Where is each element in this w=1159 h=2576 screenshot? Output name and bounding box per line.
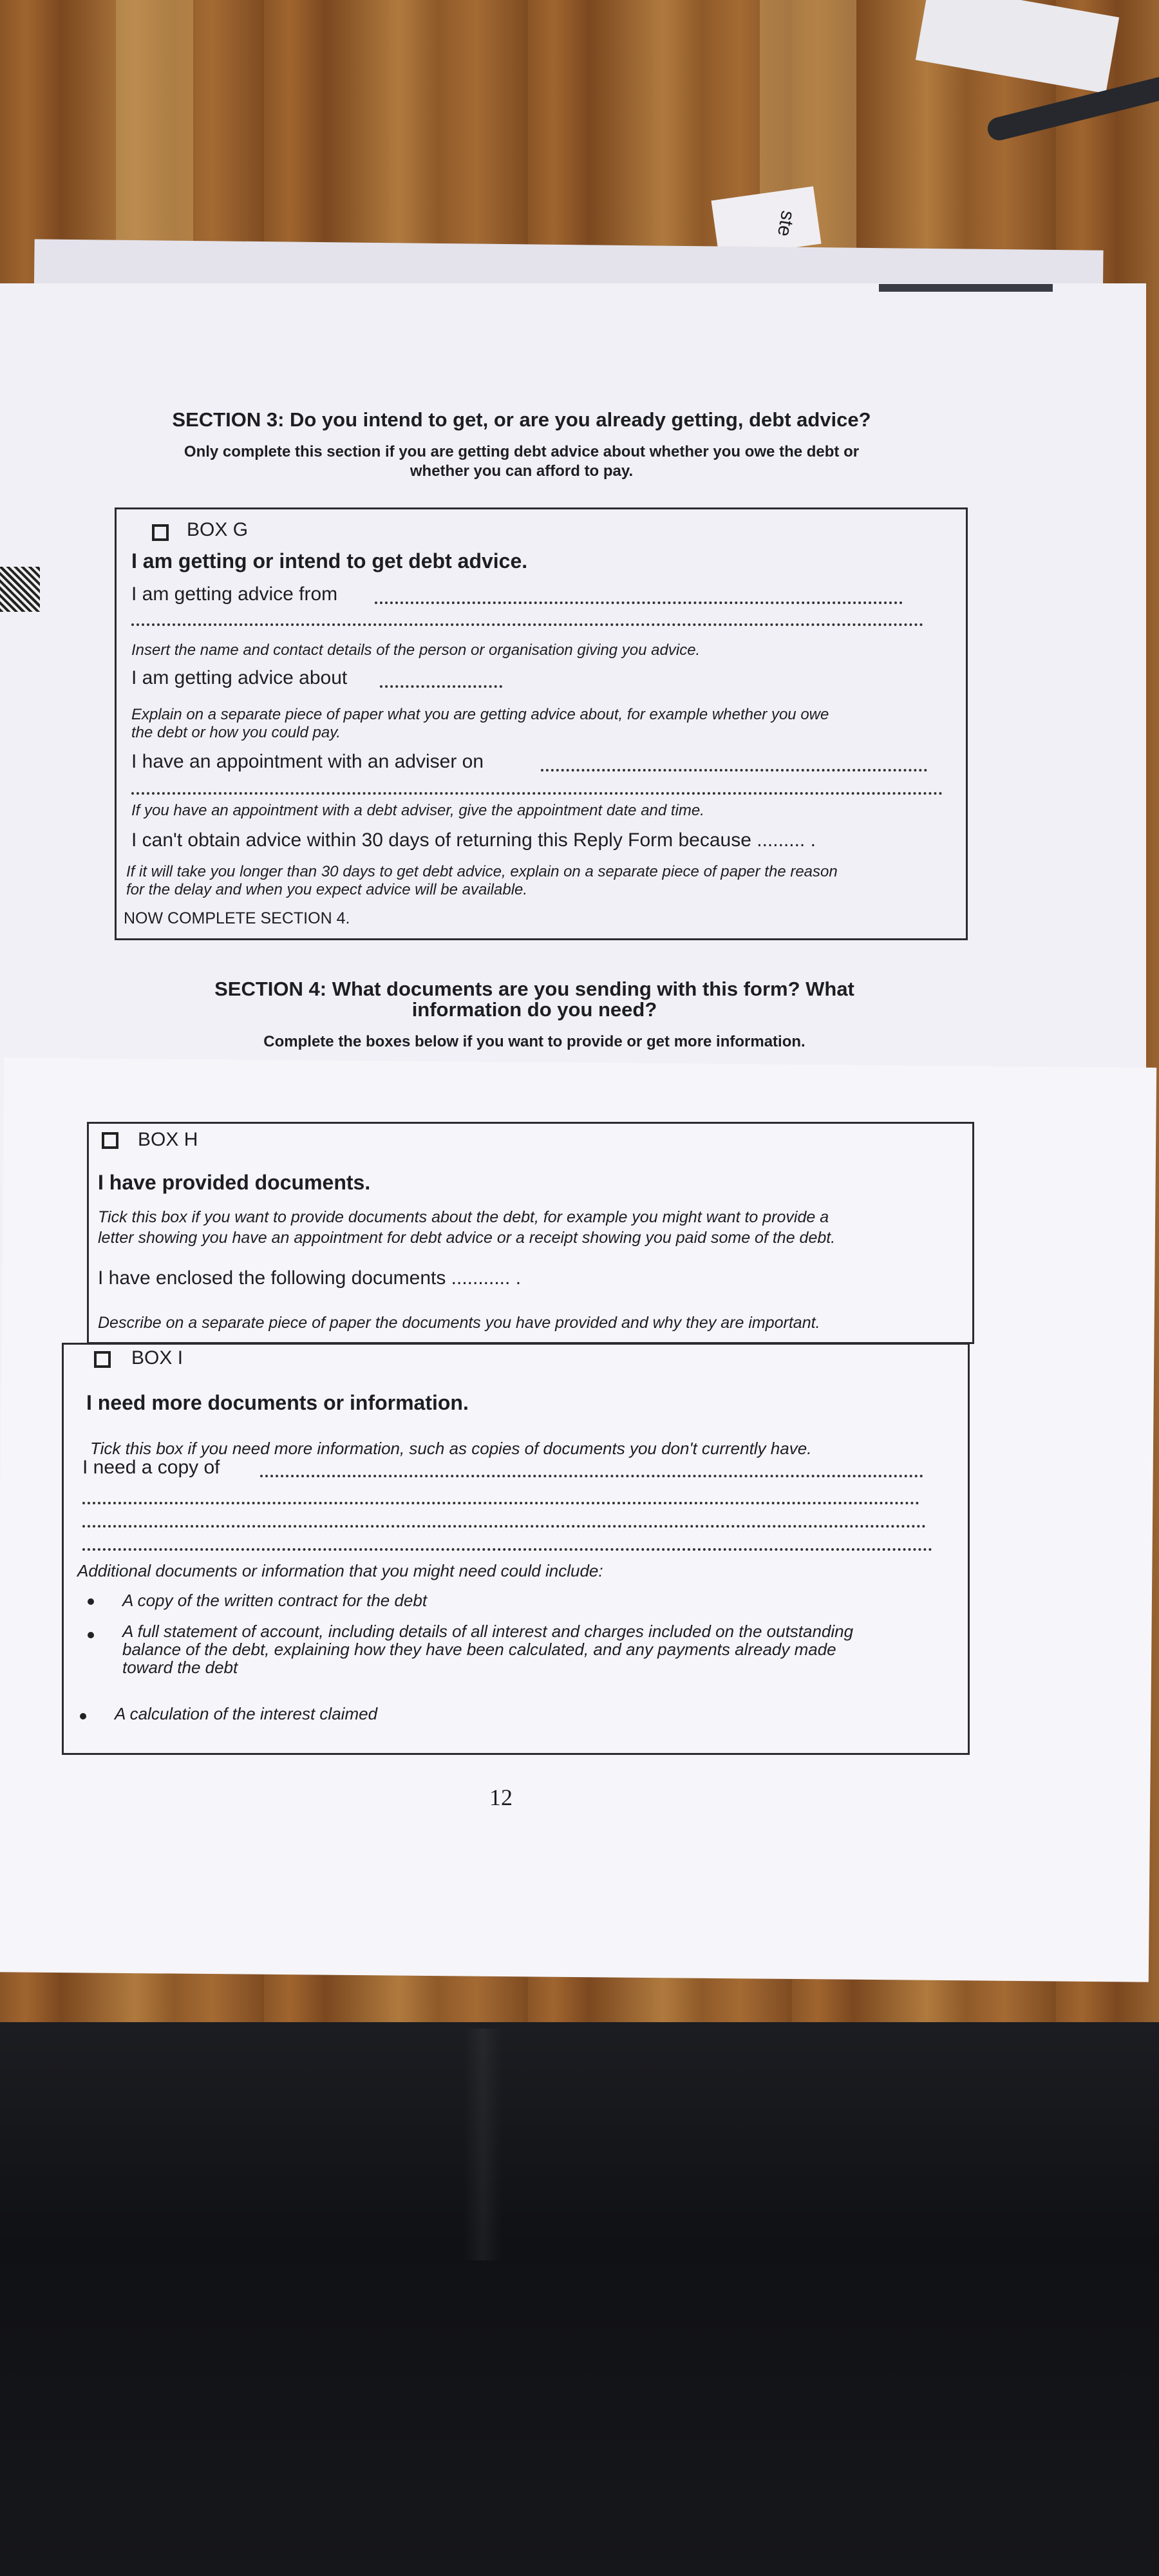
list-item-statement-3: toward the debt: [122, 1658, 238, 1677]
box-g-label: BOX G: [187, 519, 249, 540]
box-h-checkbox[interactable]: [102, 1132, 118, 1149]
printed-bar: [879, 284, 1053, 292]
list-bullet: [88, 1632, 94, 1638]
advice-about-label: I am getting advice about: [131, 667, 348, 688]
need-copy-field[interactable]: [260, 1475, 923, 1477]
advice-from-field[interactable]: [375, 601, 903, 604]
need-copy-field-line4[interactable]: [82, 1548, 932, 1551]
box-h-heading: I have provided documents.: [98, 1171, 371, 1194]
section4-title-1: SECTION 4: What documents are you sending with this form? What: [214, 978, 854, 1000]
list-item-statement-1: A full statement of account, including details of all interest and charges included on the outstanding: [122, 1622, 854, 1641]
cant-obtain-hint-2: for the delay and when you expect advice will be available.: [126, 881, 528, 898]
advice-from-field-line2[interactable]: [131, 623, 923, 626]
appointment-hint: If you have an appointment with a debt adviser, give the appointment date and time.: [131, 802, 704, 819]
section3-title: SECTION 3: Do you intend to get, or are you already getting, debt advice?: [172, 408, 871, 431]
box-i-label: BOX I: [131, 1347, 184, 1368]
appointment-field[interactable]: [541, 769, 927, 772]
cant-obtain-hint-1: If it will take you longer than 30 days to get debt advice, explain on a separate piece of paper the reason: [126, 863, 838, 880]
box-h-label: BOX H: [138, 1129, 198, 1150]
list-bullet: [80, 1713, 86, 1719]
box-g-heading: I am getting or intend to get debt advice.: [131, 549, 528, 573]
need-copy-label: I need a copy of: [82, 1457, 220, 1478]
section3-subtitle-2: whether you can afford to pay.: [410, 462, 634, 480]
enclosed-documents-label: I have enclosed the following documents ........... .: [98, 1267, 522, 1289]
section3-subtitle-1: Only complete this section if you are getting debt advice about whether you owe the debt or: [184, 443, 860, 460]
section4-subtitle: Complete the boxes below if you want to provide or get more information.: [263, 1033, 806, 1050]
cloth-fold: [464, 2029, 502, 2260]
additional-intro: Additional documents or information that you might need could include:: [77, 1561, 603, 1580]
list-bullet: [88, 1598, 94, 1605]
list-item-interest: A calculation of the interest claimed: [115, 1704, 378, 1723]
paper-scrap-text: ste: [773, 209, 799, 238]
advice-about-field[interactable]: [380, 685, 502, 688]
box-g-checkbox[interactable]: [152, 524, 169, 541]
box-h-hint-1: Tick this box if you want to provide documents about the debt, for example you might want to provide a: [98, 1208, 829, 1226]
box-h-describe: Describe on a separate piece of paper the documents you have provided and why they are important.: [98, 1314, 820, 1332]
barcode: [0, 567, 40, 612]
box-g-next-instruction: NOW COMPLETE SECTION 4.: [124, 909, 350, 927]
box-h-hint-2: letter showing you have an appointment for debt advice or a receipt showing you paid some of the debt.: [98, 1229, 836, 1247]
appointment-label: I have an appointment with an adviser on: [131, 751, 484, 772]
need-copy-field-line3[interactable]: [82, 1525, 926, 1528]
box-i-heading: I need more documents or information.: [86, 1391, 469, 1414]
need-copy-field-line2[interactable]: [82, 1502, 919, 1504]
advice-about-hint-2: the debt or how you could pay.: [131, 724, 341, 741]
advice-from-hint: Insert the name and contact details of the person or organisation giving you advice.: [131, 641, 701, 659]
section4-title-2: information do you need?: [411, 998, 657, 1021]
box-i-checkbox[interactable]: [94, 1351, 111, 1368]
list-item-statement-2: balance of the debt, explaining how they have been calculated, and any payments already made: [122, 1640, 836, 1659]
box-i-hint: Tick this box if you need more information, such as copies of documents you don't currently have.: [90, 1439, 812, 1458]
cant-obtain-label: I can't obtain advice within 30 days of returning this Reply Form because ......... .: [131, 829, 816, 851]
advice-about-hint-1: Explain on a separate piece of paper what you are getting advice about, for example whether you owe: [131, 706, 829, 723]
list-item-contract: A copy of the written contract for the debt: [122, 1591, 428, 1610]
appointment-field-line2[interactable]: [131, 792, 943, 795]
dark-cloth: [0, 2022, 1159, 2576]
page-number: 12: [489, 1785, 513, 1810]
advice-from-label: I am getting advice from: [131, 583, 338, 605]
